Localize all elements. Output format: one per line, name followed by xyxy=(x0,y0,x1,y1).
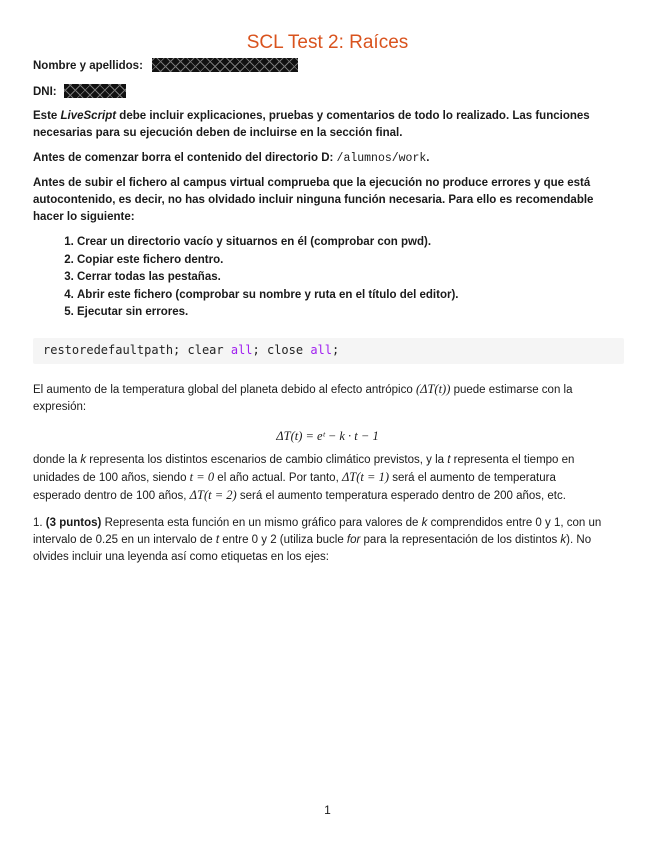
livescript-term: LiveScript xyxy=(60,110,117,122)
list-item: 4. Abrir este fichero (comprobar su nombre y ruta en el título del editor). xyxy=(77,287,623,305)
name-line xyxy=(33,58,623,75)
points-label: (3 puntos) xyxy=(45,517,102,529)
dni-label: DNI: xyxy=(33,86,57,98)
page-number: 1 xyxy=(324,803,331,817)
math-t-zero: t = 0 xyxy=(189,470,215,484)
list-item: 3. Cerrar todas las pestañas. xyxy=(77,269,623,287)
intro-paragraph-2: Antes de comenzar borra el contenido del directorio D: /alumnos/work. xyxy=(33,152,430,165)
math-delta-t-1: ΔT(t = 1) xyxy=(341,470,389,484)
code-line: restoredefaultpath; clear all; close all; xyxy=(43,343,340,357)
dni-line xyxy=(33,84,623,101)
math-delta-t-2: ΔT(t = 2) xyxy=(189,488,237,502)
redacted-name xyxy=(152,58,298,72)
steps-list xyxy=(33,234,623,322)
code-block[interactable] xyxy=(33,338,624,364)
text-paragraph-1: El aumento de la temperatura global del planeta debido al efecto antrópico (ΔT(t)) puede estimarse con la expresión: xyxy=(33,382,573,413)
intro-paragraph-1: Este LiveScript debe incluir explicaciones, pruebas y comentarios de todo lo realizado. Las funciones necesarias para su ejecución deben de incluirse en la sección final. xyxy=(33,110,590,139)
page-title: SCL Test 2: Raíces xyxy=(246,32,409,53)
text-paragraph-2: donde la k representa los distintos escenarios de cambio climático previstos, y la t representa el tiempo en unidades de 100 años, siendo t = 0 el año actual. Por tanto, ΔT(t = 1) será el aumento de temperatura esperado dentro de 100 años, ΔT(t = 2) será el aumento temperatura esperado dentro de 200 años, etc. xyxy=(33,454,575,502)
display-formula: ΔT(t) = eᵗ − k · t − 1 xyxy=(276,429,379,443)
list-item: 1. Crear un directorio vacío y situarnos en él (comprobar con pwd). xyxy=(77,234,623,252)
list-item: 2. Copiar este fichero dentro. xyxy=(77,252,623,270)
work-directory-path: /alumnos/work xyxy=(336,152,427,165)
intro-paragraph-3: Antes de subir el fichero al campus virtual comprueba que la ejecución no produce errores y que está autocontenido, es decir, no has olvidado incluir ninguna función necesaria. Para ello es recomendable hacer lo siguiente: xyxy=(33,177,594,223)
name-label: Nombre y apellidos: xyxy=(33,60,143,72)
question-1: 1. (3 puntos) Representa esta función en un mismo gráfico para valores de k comprendidos entre 0 y 1, con un intervalo de 0.25 en un intervalo de t entre 0 y 2 (utiliza bucle for para la representación de los distintos k). No olvides incluir una leyenda así como etiquetas en los ejes: xyxy=(33,517,602,563)
list-item: 5. Ejecutar sin errores. xyxy=(77,304,623,322)
redacted-dni xyxy=(64,84,126,98)
math-delta-t: (ΔT(t)) xyxy=(415,382,451,396)
